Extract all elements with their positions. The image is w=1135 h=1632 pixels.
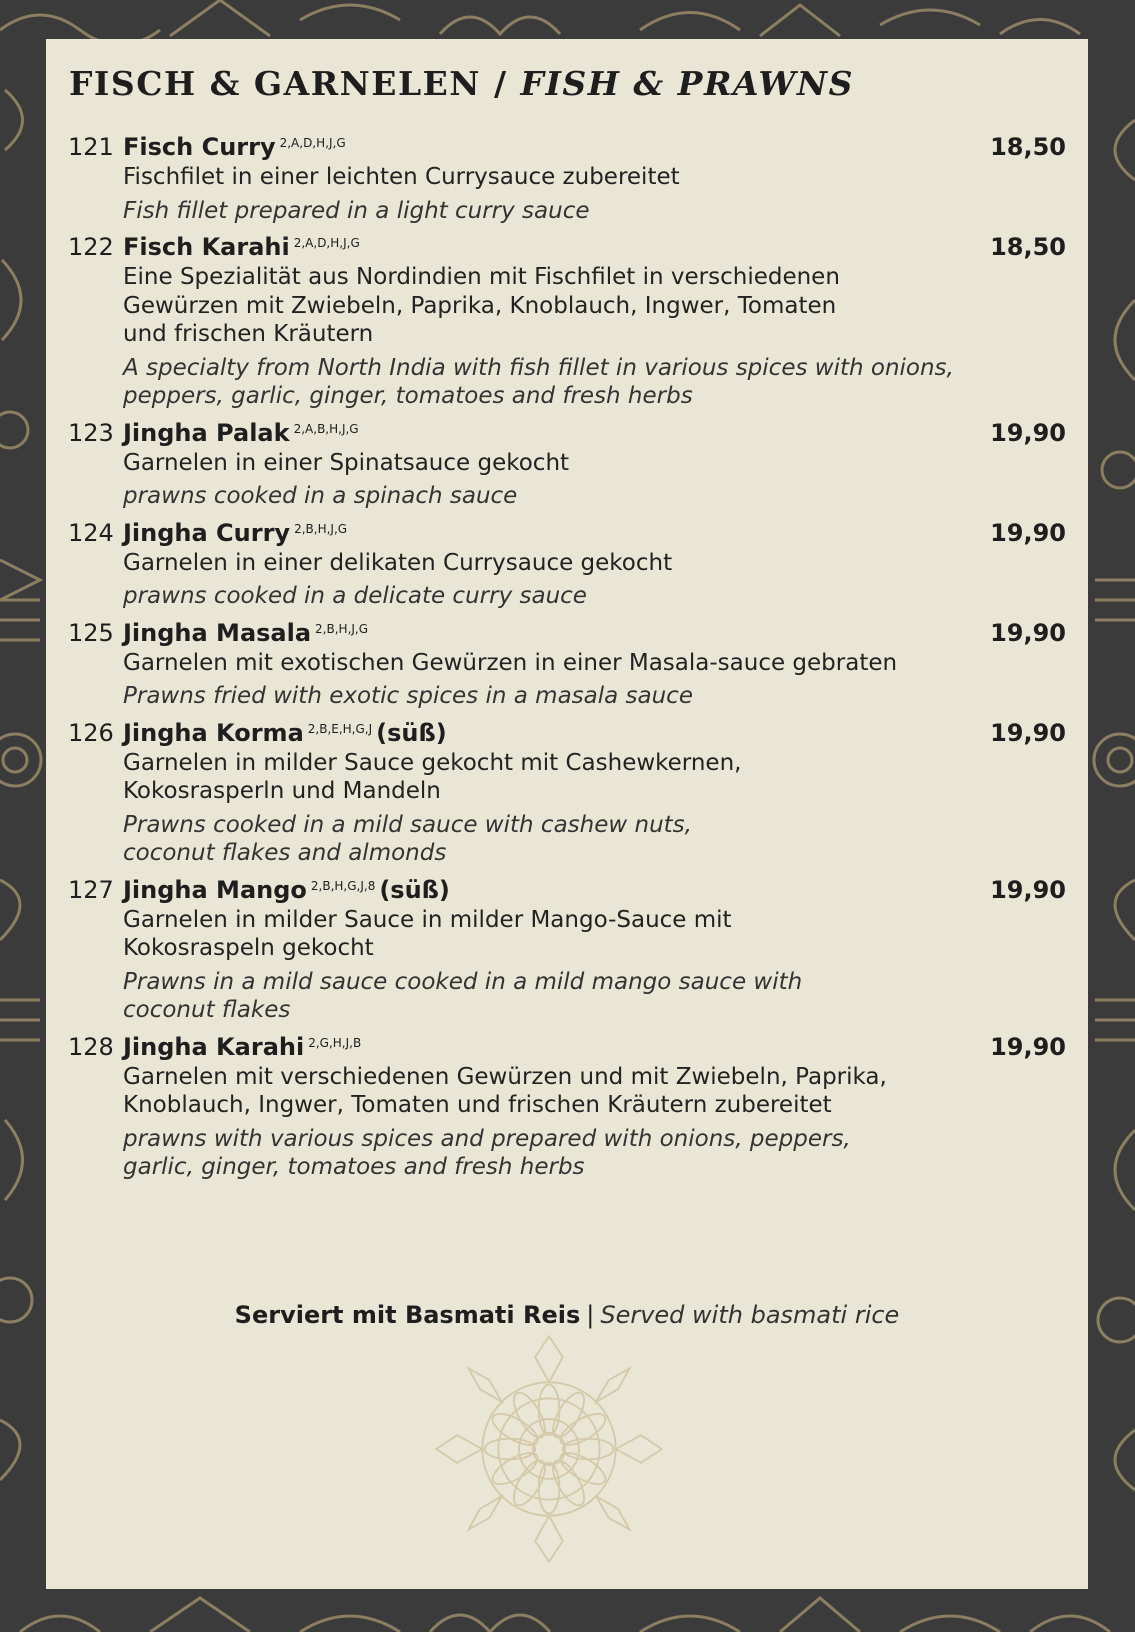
- menu-item: [68, 517, 1066, 611]
- allergen-codes: 2,B,H,J,G: [294, 521, 348, 536]
- sweet-label: (süß): [376, 718, 447, 747]
- item-number: 127: [68, 875, 114, 904]
- item-price: 19,90: [990, 518, 1066, 547]
- item-number: 128: [68, 1032, 114, 1061]
- allergen-codes: 2,A,B,H,J,G: [293, 421, 359, 436]
- menu-card: [46, 39, 1088, 1589]
- item-number: 122: [68, 233, 114, 261]
- item-name: Jingha Korma: [123, 718, 304, 747]
- item-description-en: prawns with various spices and prepared with onions, peppers, garlic, ginger, tomatoes and fresh herbs: [123, 1125, 851, 1180]
- sweet-label: (süß): [379, 875, 450, 904]
- menu-item: [68, 1031, 1066, 1182]
- item-description-en: prawns cooked in a spinach sauce: [123, 483, 518, 509]
- item-number: 121: [68, 133, 114, 161]
- item-description-de: Garnelen in einer delikaten Currysauce gekocht: [123, 549, 673, 576]
- menu-item: [68, 617, 1066, 711]
- item-name-wrapper: [123, 231, 360, 263]
- item-name-wrapper: [123, 717, 447, 749]
- item-description-de: Garnelen mit exotischen Gewürzen in einer Masala-sauce gebraten: [123, 649, 898, 676]
- served-with-note: [46, 1301, 1088, 1329]
- item-description-en: Prawns cooked in a mild sauce with cashew nuts, coconut flakes and almonds: [123, 811, 692, 866]
- served-note-english: Served with basmati rice: [600, 1301, 900, 1329]
- item-name: Jingha Masala: [123, 618, 312, 647]
- item-name-wrapper: [123, 131, 346, 163]
- item-number: 123: [68, 418, 114, 447]
- item-price: 18,50: [990, 233, 1066, 261]
- allergen-codes: 2,G,H,J,B: [308, 1035, 362, 1050]
- allergen-codes: 2,B,E,H,G,J: [307, 721, 373, 736]
- title-german: FISCH & GARNELEN /: [69, 64, 508, 103]
- item-name-wrapper: [123, 417, 359, 449]
- item-name: Fisch Karahi: [123, 233, 290, 261]
- item-description-de: Garnelen in milder Sauce gekocht mit Cashewkernen, Kokosrasperln und Mandeln: [123, 749, 742, 804]
- item-name: Jingha Curry: [123, 518, 291, 547]
- item-name: Fisch Curry: [123, 133, 276, 161]
- item-name: Jingha Palak: [123, 418, 290, 447]
- item-description-de: Garnelen in milder Sauce in milder Mango-Sauce mit Kokosraspeln gekocht: [123, 906, 732, 961]
- item-description-de: Fischfilet in einer leichten Currysauce zubereitet: [123, 164, 680, 190]
- menu-item: [68, 417, 1066, 511]
- item-name: Jingha Mango: [123, 875, 307, 904]
- item-description-de: Eine Spezialität aus Nordindien mit Fischfilet in verschiedenen Gewürzen mit Zwiebeln, Paprika, Knoblauch, Ingwer, Tomaten und frischen Kräutern: [123, 264, 840, 347]
- item-name-wrapper: [123, 517, 347, 549]
- item-description-de: Garnelen mit verschiedenen Gewürzen und mit Zwiebeln, Paprika, Knoblauch, Ingwer, Tomaten und frischen Kräutern zubereitet: [123, 1063, 887, 1118]
- item-price: 19,90: [990, 718, 1066, 747]
- item-description-en: prawns cooked in a delicate curry sauce: [123, 583, 587, 609]
- menu-item: [68, 131, 1066, 225]
- item-number: 124: [68, 518, 114, 547]
- item-price: 19,90: [990, 1032, 1066, 1061]
- item-price: 19,90: [990, 618, 1066, 647]
- page-title: [69, 64, 854, 103]
- item-price: 18,50: [990, 133, 1066, 161]
- title-english: FISH & PRAWNS: [520, 64, 854, 103]
- item-number: 125: [68, 618, 114, 647]
- item-name-wrapper: [123, 617, 368, 649]
- item-name-wrapper: [123, 1031, 361, 1063]
- allergen-codes: 2,B,H,G,J,8: [310, 878, 376, 893]
- item-description-de: Garnelen in einer Spinatsauce gekocht: [123, 449, 570, 476]
- item-description-en: Fish fillet prepared in a light curry sauce: [123, 197, 590, 224]
- item-description-en: Prawns fried with exotic spices in a masala sauce: [123, 683, 693, 709]
- item-description-en: Prawns in a mild sauce cooked in a mild mango sauce with coconut flakes: [123, 968, 803, 1023]
- item-price: 19,90: [990, 875, 1066, 904]
- allergen-codes: 2,A,D,H,J,G: [293, 236, 360, 250]
- served-note-separator: |: [586, 1301, 595, 1329]
- menu-items: [68, 131, 1066, 1182]
- allergen-codes: 2,B,H,J,G: [315, 621, 369, 636]
- served-note-german: Serviert mit Basmati Reis: [234, 1301, 581, 1329]
- menu-item: [68, 874, 1066, 1025]
- menu-item: [68, 717, 1066, 868]
- item-description-en: A specialty from North India with fish fillet in various spices with onions, peppers, garlic, ginger, tomatoes and fresh herbs: [123, 354, 954, 409]
- allergen-codes: 2,A,D,H,J,G: [279, 136, 346, 150]
- item-name: Jingha Karahi: [123, 1032, 305, 1061]
- item-name-wrapper: [123, 874, 450, 906]
- mandala-ornament-icon: [434, 1334, 664, 1564]
- menu-item: [68, 231, 1066, 411]
- item-number: 126: [68, 718, 114, 747]
- item-price: 19,90: [990, 418, 1066, 447]
